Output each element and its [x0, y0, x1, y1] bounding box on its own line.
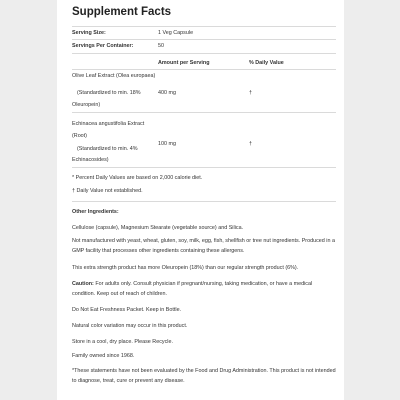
- amount-column-header: Amount per Serving: [158, 60, 210, 66]
- family-owned-note: Family owned since 1968.: [72, 353, 135, 359]
- serving-size-value: 1 Veg Capsule: [158, 30, 194, 36]
- divider: [72, 53, 336, 54]
- ingredient-daily-value: †: [249, 141, 252, 147]
- caution-statement: [72, 279, 336, 299]
- serving-size-label: Serving Size:: [72, 30, 106, 36]
- ingredient-standardization-cont: Oleuropein): [72, 102, 101, 108]
- ingredient-standardization: (Standardized to min. 4%: [77, 146, 138, 152]
- servings-per-container-label: Servings Per Container:: [72, 43, 134, 49]
- divider: [72, 26, 336, 27]
- dagger-footnote: † Daily Value not established.: [72, 188, 143, 194]
- daily-value-footnote: * Percent Daily Values are based on 2,000 calorie diet.: [72, 175, 203, 181]
- ingredient-amount: 100 mg: [158, 141, 176, 147]
- ingredient-standardization-cont: Echinacosides): [72, 157, 109, 163]
- fda-disclaimer: *These statements have not been evaluated by the Food and Drug Administration. This product is not intended to diagnose, treat, cure or prevent any disease.: [72, 368, 336, 384]
- divider: [72, 39, 336, 40]
- storage-note: Store in a cool, dry place. Please Recycle.: [72, 339, 173, 345]
- ingredient-name: Echinacea angustifolia Extract: [72, 121, 145, 127]
- strength-statement: This extra strength product has more Oleuropein (18%) than our regular strength product (6%).: [72, 265, 299, 271]
- daily-value-column-header: % Daily Value: [249, 60, 284, 66]
- supplement-facts-panel: [57, 0, 344, 400]
- other-ingredients-list: Cellulose (capsule), Magnesium Stearate (vegetable source) and Silica.: [72, 225, 244, 231]
- panel-title: Supplement Facts: [72, 6, 172, 18]
- ingredient-name: Olive Leaf Extract (Olea europaea): [72, 73, 156, 79]
- freshness-packet-note: Do Not Eat Freshness Packet. Keep in Bottle.: [72, 307, 182, 313]
- caution-label: Caution:: [72, 281, 94, 287]
- ingredient-daily-value: †: [249, 90, 252, 96]
- color-variation-note: Natural color variation may occur in this product.: [72, 323, 188, 329]
- divider: [72, 69, 336, 70]
- other-ingredients-heading: Other Ingredients:: [72, 209, 119, 215]
- divider: [72, 201, 336, 202]
- ingredient-amount: 400 mg: [158, 90, 176, 96]
- allergen-statement: Not manufactured with yeast, wheat, gluten, soy, milk, egg, fish, shellfish or tree nut ingredients. Produced in a GMP facility that processes other ingredients containing these allergens.: [72, 238, 335, 254]
- divider: [72, 112, 336, 113]
- divider: [72, 167, 336, 168]
- ingredient-standardization: (Standardized to min. 18%: [77, 90, 141, 96]
- caution-text: For adults only. Consult physician if pregnant/nursing, taking medication, or have a medical condition. Keep out of reach of children.: [72, 281, 313, 297]
- ingredient-name-cont: (Root): [72, 133, 87, 139]
- servings-per-container-value: 50: [158, 43, 164, 49]
